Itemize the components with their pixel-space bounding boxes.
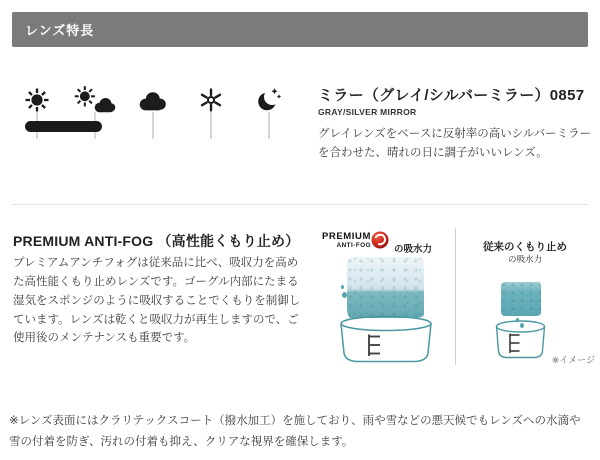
weather-suitability-scale <box>8 84 308 146</box>
mirror-lens-title: ミラー（グレイ/シルバーミラー）0857 <box>318 87 585 104</box>
section-header-title: レンズ特長 <box>25 23 95 38</box>
mirror-lens-subtitle: GRAY/SILVER MIRROR <box>318 107 417 117</box>
night-icon <box>256 87 282 118</box>
premium-sponge-illustration <box>347 257 424 318</box>
snow-icon <box>198 87 224 118</box>
conventional-beaker-illustration <box>494 320 547 365</box>
lens-coating-footnote: ※レンズ表面にはクラリテックスコート（撥水加工）を施しており、雨や雪などの悪天候でもレンズへの水滴や雪の付着を防ぎ、汚れの付着も抑え、クリアな視界を確保します。 <box>9 415 581 449</box>
conventional-caption-line2: の吸水力 <box>507 254 542 264</box>
section-header <box>12 12 588 47</box>
premium-beaker-illustration <box>337 315 435 369</box>
sunny-icon <box>23 86 51 119</box>
antifog-description: プレミアムアンチフォグは従来品に比べ、吸収力を高めた高性能くもり止めレンズです。ゴーグル内部にたまる湿気をスポンジのように吸収することでくもりを制御しています。レンズは乾くと吸収力が再生しますので、ご使用後のメンテナンスも重要です。 <box>13 257 301 345</box>
antifog-comparison-diagram <box>305 228 595 370</box>
antifog-title: PREMIUM ANTI-FOG （高性能くもり止め） <box>13 233 300 249</box>
diagram-divider <box>455 228 456 365</box>
premium-logo-line1: PREMIUM <box>321 231 371 242</box>
cloudy-icon <box>138 91 168 117</box>
water-drop-icon <box>342 292 347 298</box>
section-divider <box>12 204 588 205</box>
premium-antifog-logo <box>319 232 371 250</box>
partly-cloudy-icon <box>74 86 116 119</box>
water-drop-icon <box>341 285 344 289</box>
premium-absorbency-caption: の吸水力 <box>394 244 433 255</box>
image-disclaimer-note: ※イメージ <box>551 355 595 365</box>
premium-logo-ball-icon <box>371 231 389 254</box>
conventional-sponge-illustration <box>501 282 541 316</box>
conventional-caption-line1: 従来のくもり止め <box>483 241 567 253</box>
premium-logo-line2: ANTI-FOG <box>336 242 371 249</box>
mirror-lens-description: グレイレンズをベースに反射率の高いシルバーミラーを合わせた、晴れの日に調子がいいレンズ。 <box>318 128 592 159</box>
suitable-range-bar <box>25 121 102 132</box>
